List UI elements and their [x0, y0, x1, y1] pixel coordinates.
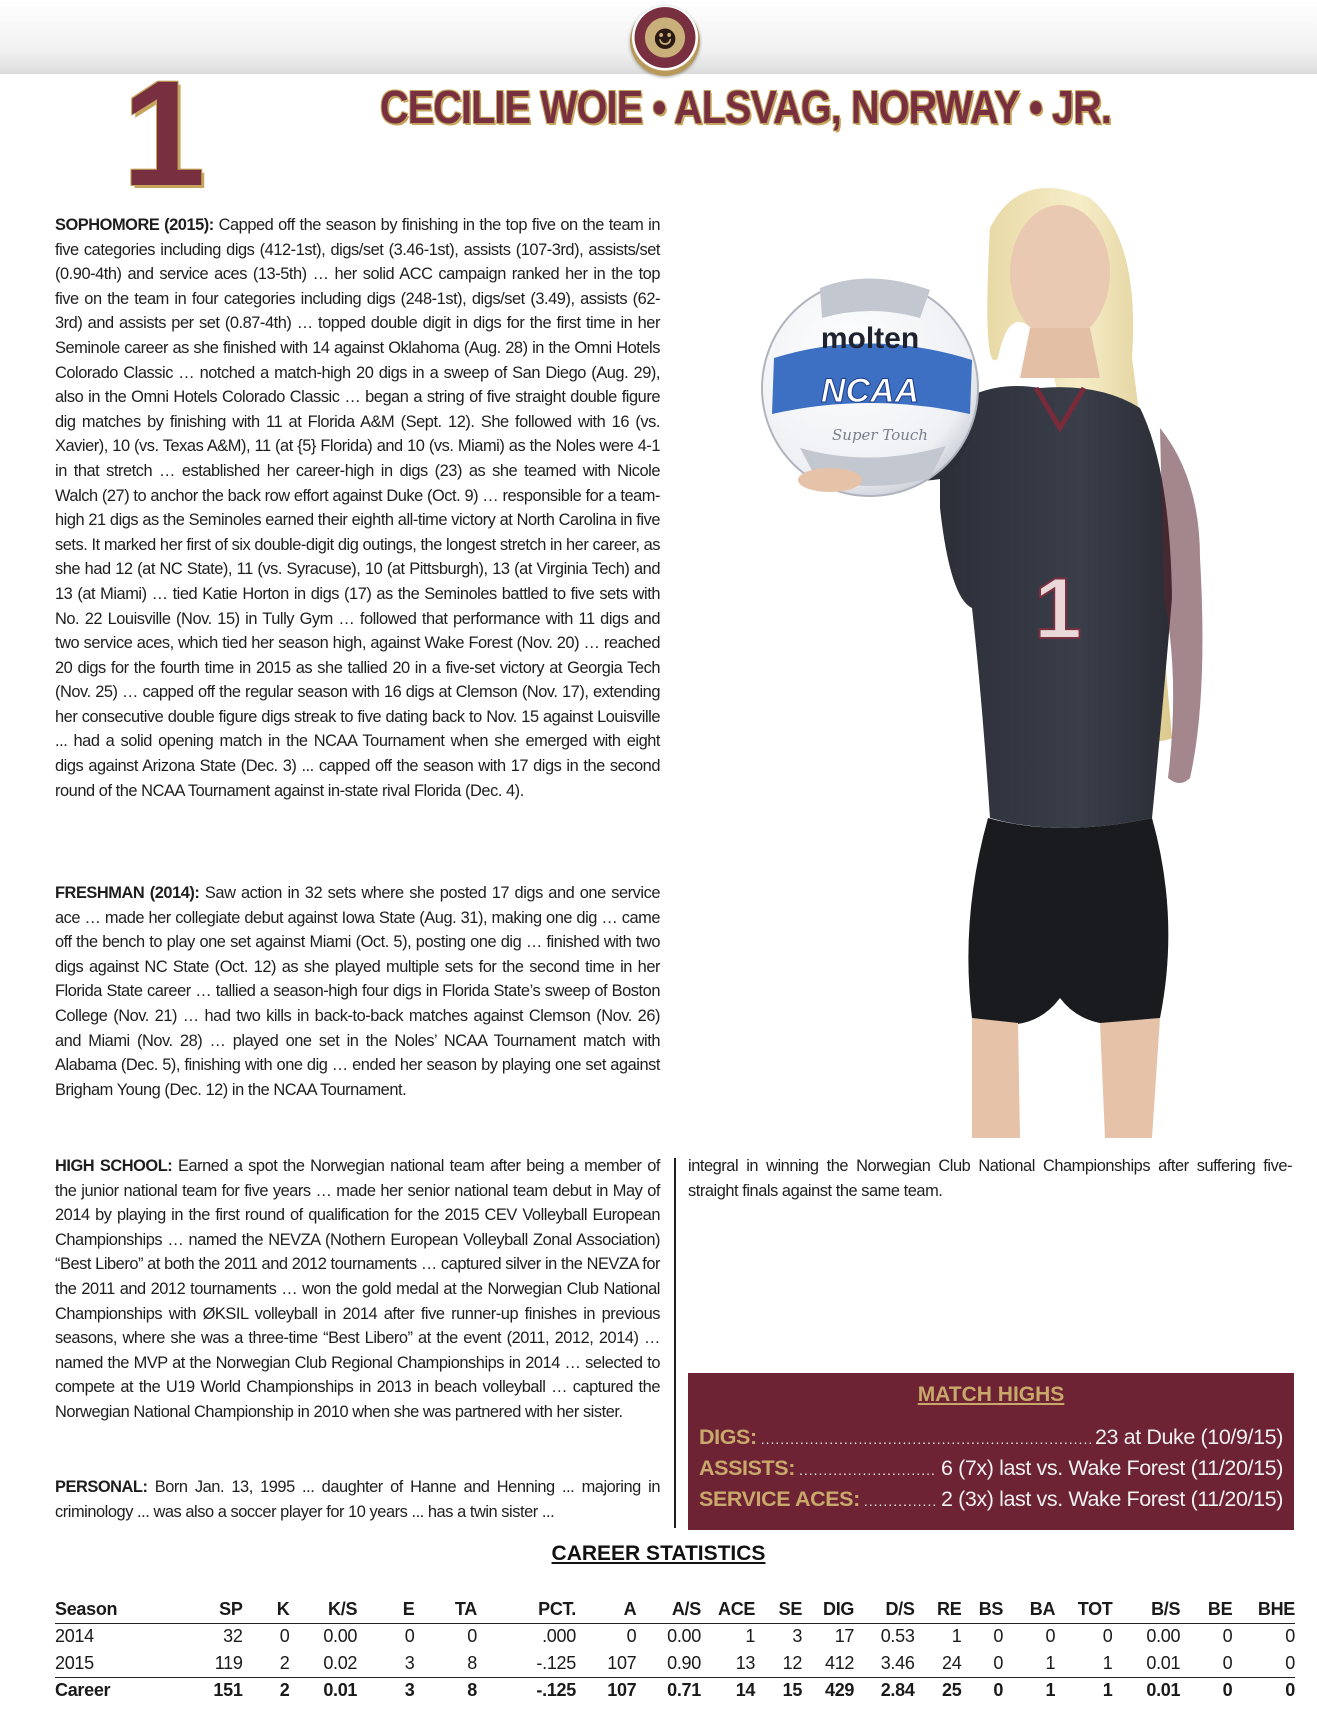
player-photo: [760, 178, 1316, 1138]
stat-cell: 412: [802, 1650, 854, 1677]
jersey-number-graphic: 1: [1034, 561, 1082, 657]
col-header: K: [243, 1596, 290, 1623]
stat-cell: 8: [467, 1680, 477, 1701]
stat-cell: 151: [213, 1680, 243, 1701]
table-row: [55, 1650, 1295, 1677]
stat-cell: 2015: [55, 1650, 170, 1677]
stat-cell: 0: [1285, 1680, 1295, 1701]
match-high-label: SERVICE ACES:: [699, 1487, 860, 1511]
col-header: PCT.: [477, 1596, 576, 1623]
player-face: [1010, 205, 1110, 341]
bio-sophomore-heading: SOPHOMORE (2015):: [55, 216, 214, 234]
stat-cell: 0: [961, 1650, 1003, 1677]
stat-cell: 2014: [55, 1626, 94, 1647]
col-header: D/S: [854, 1596, 914, 1623]
match-high-label: ASSISTS:: [699, 1456, 795, 1480]
stat-cell: 0.01: [1113, 1650, 1181, 1677]
col-header: B/S: [1113, 1596, 1181, 1623]
match-high-value: 2 (3x) last vs. Wake Forest (11/20/15): [940, 1487, 1283, 1511]
stat-cell: 0.02: [289, 1650, 357, 1677]
stat-cell: 13: [701, 1650, 755, 1677]
stat-cell: 0: [1180, 1650, 1232, 1677]
match-high-row: [699, 1456, 1283, 1481]
stat-cell: 0: [1222, 1680, 1233, 1701]
table-row: [55, 1623, 1295, 1650]
player-right-leg: [1100, 1018, 1160, 1138]
career-stats-title: CAREER STATISTICS: [551, 1542, 766, 1565]
match-highs-title: MATCH HIGHS: [917, 1383, 1065, 1406]
stat-cell: 0.90: [636, 1650, 701, 1677]
stat-cell: 0.00: [1146, 1626, 1181, 1647]
column-divider: [674, 1158, 676, 1528]
match-high-value: 6 (7x) last vs. Wake Forest (11/20/15): [940, 1456, 1283, 1480]
stat-cell: 25: [942, 1680, 962, 1701]
volleyball-icon: [762, 278, 978, 496]
stat-cell: 3: [404, 1680, 415, 1701]
stat-cell: 107: [607, 1680, 637, 1701]
stat-cell: 0: [1222, 1626, 1233, 1647]
bio-high-school-heading: HIGH SCHOOL:: [55, 1157, 173, 1175]
bio-high-school-text: Earned a spot the Norwegian national team after being a member of the junior national team for five years … made her senior national team debut in May of 2014 by playing in the first round of qualification for the 2015 CEV Volleyball European Championships … named the NEVZA (Nothern European Volleyball Zonal Association) “Best Libero” at both the 2011 and 2012 tournaments … captured silver in the NEVZA for the 2011 and 2012 tournaments … won the gold medal at the Norwegian Club National Championships with ØKSIL volleyball in 2014 after five runner-up finishes in previous seasons, where she was a three-time “Best Libero” at the event (2011, 2012, 2014) … named the MVP at the Norwegian Club Regional Championships in 2014 … selected to compete at the U19 World Championships in 2013 in beach volleyball … captured the Norwegian National Championship in 2010 when she was partnered with her sister.: [55, 1157, 660, 1421]
bio-freshman-heading: FRESHMAN (2014):: [55, 884, 200, 902]
stat-cell: 3.46: [854, 1650, 914, 1677]
col-header: BHE: [1232, 1596, 1295, 1623]
table-row: [55, 1677, 1295, 1704]
stat-cell: 14: [735, 1680, 756, 1701]
jersey-number: 1: [122, 49, 202, 217]
col-header: TA: [414, 1596, 477, 1623]
stat-cell: 17: [834, 1626, 855, 1647]
stat-cell: .000: [542, 1626, 576, 1647]
stats-header-row: [55, 1596, 1295, 1623]
stat-cell: 12: [755, 1650, 802, 1677]
bio-freshman: [55, 881, 660, 1102]
col-header: ACE: [701, 1596, 755, 1623]
leader-dots: [799, 1462, 937, 1478]
stat-cell: 0: [279, 1626, 290, 1647]
stat-cell: 0: [1102, 1626, 1113, 1647]
col-header: K/S: [289, 1596, 357, 1623]
match-high-label: DIGS:: [699, 1425, 757, 1449]
col-header: TOT: [1055, 1596, 1112, 1623]
career-stats-table: [55, 1596, 1295, 1704]
stat-cell: 1: [745, 1626, 756, 1647]
stat-cell: -.125: [477, 1650, 576, 1677]
bio-high-school: [55, 1154, 660, 1425]
player-shorts: [968, 818, 1168, 1025]
col-header: E: [357, 1596, 414, 1623]
stat-cell: 0.01: [323, 1680, 358, 1701]
stat-cell: 1: [951, 1626, 962, 1647]
stat-cell: 2: [243, 1650, 290, 1677]
stat-cell: 0: [626, 1626, 637, 1647]
leader-dots: [761, 1431, 1091, 1447]
ball-model-text: Super Touch: [832, 426, 928, 444]
stat-cell: 0: [1045, 1626, 1056, 1647]
stat-cell: 24: [915, 1650, 962, 1677]
stat-cell: 0: [993, 1626, 1004, 1647]
col-header: SE: [755, 1596, 802, 1623]
stat-cell: 119: [170, 1650, 243, 1677]
bio-freshman-text: Saw action in 32 sets where she posted 17 digs and one service ace … made her collegiate debut against Iowa State (Aug. 31), making one dig … came off the bench to play one set against Miami (Oct. 5), posting one dig … finished with two digs against NC State (Oct. 12) as she played multiple sets for the second time in her Florida State career … tallied a season-high four digs in Florida State’s sweep of Boston College (Nov. 21) … had two kills in back-to-back matches against Clemson (Nov. 26) and Miami (Nov. 28) … played one set in the Noles’ NCAA Tournament match with Alabama (Dec. 5), finishing with one dig … ended her season by playing one set against Brigham Young (Dec. 12) in the NCAA Tournament.: [55, 884, 660, 1099]
match-high-value: 23 at Duke (10/9/15): [1094, 1425, 1283, 1449]
bio-sophomore: [55, 213, 660, 803]
match-highs-panel: [688, 1373, 1294, 1530]
player-hand: [798, 468, 862, 492]
stat-cell: 1: [1102, 1680, 1113, 1701]
col-header: BA: [1003, 1596, 1055, 1623]
stat-cell: 2.84: [880, 1680, 915, 1701]
stat-cell: 0.00: [667, 1626, 701, 1647]
col-header: DIG: [802, 1596, 854, 1623]
stat-cell: 0: [404, 1626, 415, 1647]
bio-sophomore-text: Capped off the season by finishing in the top five on the team in five categories including digs (412-1st), digs/set (3.46-1st), assists (107-3rd), assists/set (0.90-4th) and service aces (13-5th) … her solid ACC campaign ranked her in the top five on the team in four categories including digs (248-1st), digs/set (3.49), assists (62-3rd) and assists per set (0.87-4th) … topped double digit in digs for the first time in her Seminole career as she finished with 14 against Oklahoma (Aug. 28) in the Omni Hotels Colorado Classic … notched a match-high 20 digs in a sweep of San Diego (Aug. 29), also in the Omni Hotels Colorado Classic … began a string of five straight double figure dig matches by finishing with 11 at Florida A&M (Sept. 12). She followed with 16 (vs. Xavier), 10 (vs. Texas A&M), 11 (at {5} Florida) and 10 (vs. Miami) as the Noles were 4-1 in that stretch … established her career-high in digs (23) as she teamed with Nicole Walch (27) to anchor the back row effort against Duke (Oct. 9) … responsible for a team-high 21 digs as the Seminoles earned their eighth all-time victory at North Carolina in five sets. It marked her first of six double-digit dig outings, the longest stretch in her career, as she had 12 (at NC State), 11 (vs. Syracuse), 10 (at Pittsburgh), 13 (at Virginia Tech) and 13 (at Miami) … tied Katie Horton in digs (17) as the Seminoles battled to five sets with No. 22 Louisville (Nov. 15) in Tully Gym … followed that performance with 11 digs and two service aces, which tied her season high, against Wake Forest (Nov. 20) … reached 20 digs for the fourth time in 2015 as she tallied 20 in a five-set victory at Georgia Tech (Nov. 25) … capped off the regular season with 16 digs at Clemson (Nov. 17), extending her consecutive double figure digs streak to five dating back to Nov. 15 against Louisville ... had a solid opening match in the NCAA Tournament when she emerged with eight digs against Arizona State (Dec. 3) ... capped off the season with 17 digs in the second round of the NCAA Tournament against in-state rival Florida (Dec. 4).: [55, 216, 660, 800]
ball-ncaa-text: NCAA: [820, 372, 920, 410]
stat-cell: 0.53: [880, 1626, 915, 1647]
bio-personal: [55, 1475, 660, 1524]
col-header: BS: [961, 1596, 1003, 1623]
player-name: CECILIE WOIE • ALSVAG, NORWAY • JR.: [380, 81, 1112, 133]
col-header: RE: [915, 1596, 962, 1623]
stat-cell: 1: [1003, 1650, 1055, 1677]
stat-cell: -.125: [536, 1680, 576, 1701]
stat-cell: 0.71: [667, 1680, 701, 1701]
stat-cell: 0.00: [323, 1626, 358, 1647]
col-header: SP: [170, 1596, 243, 1623]
match-high-row: [699, 1425, 1283, 1450]
leader-dots: [864, 1493, 937, 1509]
stat-cell: 429: [824, 1680, 855, 1701]
col-header: Season: [55, 1596, 170, 1623]
stat-cell: 2: [279, 1680, 290, 1701]
bio-personal-text: Born Jan. 13, 1995 ... daughter of Hanne and Henning ... majoring in criminology ... was also a soccer player for 10 years ... has a twin sister ...: [55, 1478, 660, 1521]
seminole-head-logo-icon: ☻: [630, 6, 700, 76]
col-header: A/S: [636, 1596, 701, 1623]
player-neck: [1020, 328, 1100, 378]
bio-continued: integral in winning the Norwegian Club National Championships after suffering five-straight finals against the same team.: [688, 1157, 1292, 1200]
bio-personal-heading: PERSONAL:: [55, 1478, 148, 1496]
stat-cell: 0: [1285, 1626, 1295, 1647]
stat-cell: 3: [357, 1650, 414, 1677]
stat-cell: 1: [1055, 1650, 1112, 1677]
stat-cell: Career: [55, 1680, 111, 1701]
stat-cell: 15: [782, 1680, 803, 1701]
stat-cell: 1: [1045, 1680, 1056, 1701]
stat-cell: 8: [414, 1650, 477, 1677]
stat-cell: 107: [576, 1650, 636, 1677]
player-left-leg: [972, 1018, 1020, 1138]
stat-cell: 0: [1232, 1650, 1295, 1677]
col-header: A: [576, 1596, 636, 1623]
stat-cell: 3: [792, 1626, 803, 1647]
stat-cell: 0.01: [1146, 1680, 1181, 1701]
stat-cell: 0: [467, 1626, 477, 1647]
ball-brand-text: molten: [820, 322, 920, 355]
match-high-row: [699, 1487, 1283, 1512]
stat-cell: 32: [223, 1626, 243, 1647]
col-header: BE: [1180, 1596, 1232, 1623]
stat-cell: 0: [993, 1680, 1004, 1701]
